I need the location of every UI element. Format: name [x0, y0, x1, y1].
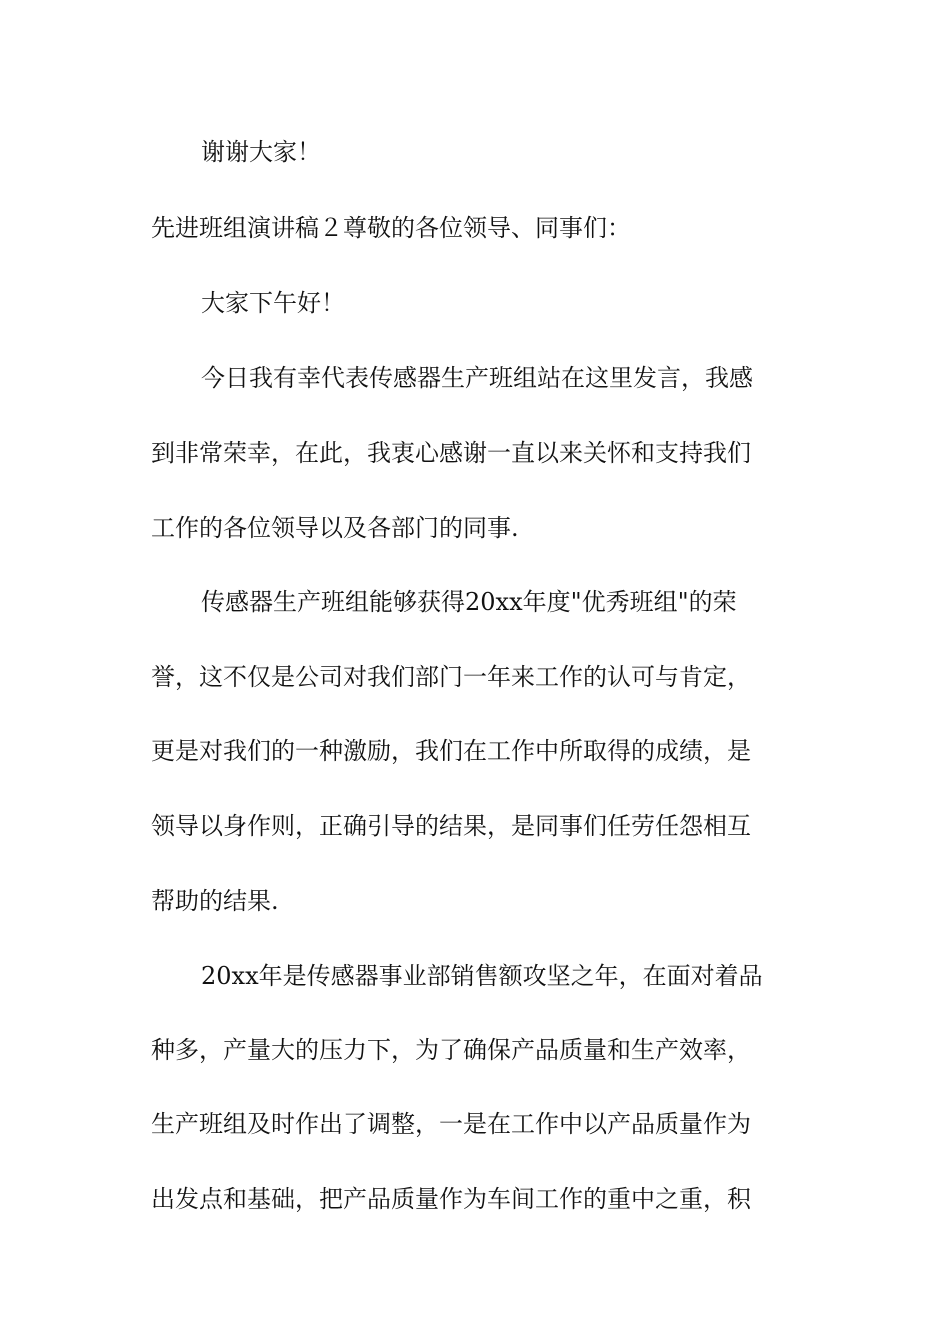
paragraph-1-line-3: 工作的各位领导以及各部门的同事.	[151, 514, 519, 542]
speech-title-line: 先进班组演讲稿２尊敬的各位领导、同事们：	[151, 214, 631, 242]
paragraph-2-line-5: 帮助的结果.	[151, 887, 279, 915]
paragraph-2-line-1: 传感器生产班组能够获得20xx年度"优秀班组"的荣	[201, 588, 737, 616]
paragraph-3-line-3: 生产班组及时作出了调整，一是在工作中以产品质量作为	[151, 1110, 751, 1138]
paragraph-2-line-2: 誉，这不仅是公司对我们部门一年来工作的认可与肯定，	[151, 663, 751, 691]
closing-line: 谢谢大家！	[201, 138, 321, 166]
paragraph-2-line-4: 领导以身作则，正确引导的结果，是同事们任劳任怨相互	[151, 812, 751, 840]
paragraph-2-line-3: 更是对我们的一种激励，我们在工作中所取得的成绩，是	[151, 737, 751, 765]
paragraph-3-line-1: 20xx年是传感器事业部销售额攻坚之年，在面对着品	[201, 962, 763, 990]
paragraph-1-line-1: 今日我有幸代表传感器生产班组站在这里发言，我感	[201, 364, 753, 392]
paragraph-1-line-2: 到非常荣幸，在此，我衷心感谢一直以来关怀和支持我们	[151, 439, 751, 467]
paragraph-3-line-2: 种多，产量大的压力下，为了确保产品质量和生产效率，	[151, 1036, 751, 1064]
paragraph-3-line-4: 出发点和基础，把产品质量作为车间工作的重中之重，积	[151, 1185, 751, 1213]
greeting-line: 大家下午好！	[201, 289, 345, 317]
